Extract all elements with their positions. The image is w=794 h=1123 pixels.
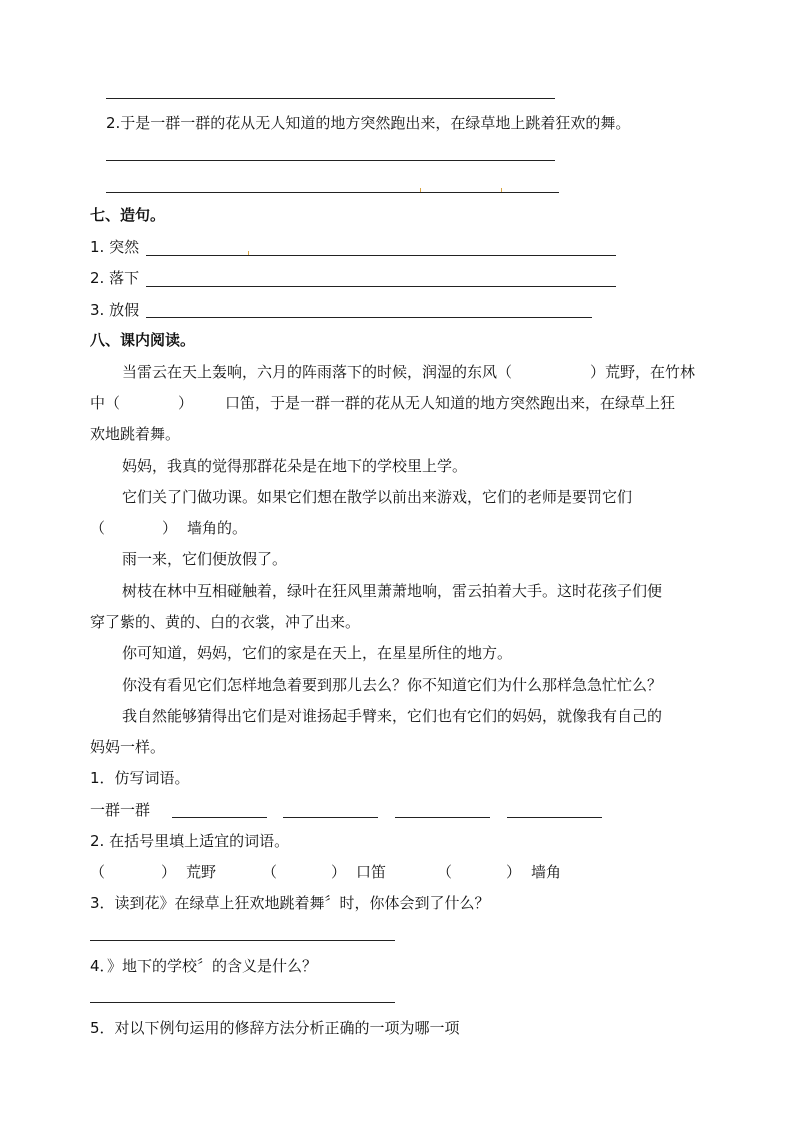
marker-tick: [420, 188, 421, 192]
q1-answer-line[interactable]: [283, 817, 378, 818]
question-3: 3．读到花》在绿草上狂欢地跳着舞〞时，你体会到了什么？: [90, 894, 490, 912]
answer-line[interactable]: [106, 98, 555, 99]
q1-answer-line[interactable]: [395, 817, 490, 818]
sentence-item-3: 3. 放假: [90, 301, 140, 319]
reading-p3-c: ）: [162, 519, 178, 537]
reading-p1-d: ）: [178, 394, 194, 412]
q2-item-1: 荒野: [186, 863, 217, 881]
sentence-item-1: 1. 突然: [90, 238, 140, 256]
answer-line[interactable]: [106, 192, 559, 193]
q1-answer-line[interactable]: [507, 817, 602, 818]
reading-p3-a: 它们关了门做功课。如果它们想在散学以前出来游戏，它们的老师是要罚它们: [122, 488, 633, 506]
reading-p8-a: 我自然能够猜得出它们是对谁扬起手臂来，它们也有它们的妈妈，就像我有自己的: [122, 707, 663, 725]
q1-example: 一群一群: [90, 801, 151, 819]
section8-heading: 八、课内阅读。: [90, 331, 196, 349]
q2-item-2: 口笛: [356, 863, 387, 881]
q4-answer-line[interactable]: [90, 1002, 395, 1003]
q2-paren-close: ）: [331, 863, 347, 881]
reading-p8-b: 妈妈一样。: [90, 738, 166, 756]
sentence-answer-line[interactable]: [146, 317, 592, 318]
reading-p5-b: 穿了紫的、黄的、白的衣裳，冲了出来。: [90, 613, 361, 631]
q2-paren-close: ）: [161, 863, 177, 881]
q2-paren-open: （: [437, 863, 453, 881]
sentence-answer-line[interactable]: [146, 255, 616, 256]
reading-p1-e: 口笛，于是一群一群的花从无人知道的地方突然跑出来，在绿草上狂: [225, 394, 676, 412]
question-1: 1．仿写词语。: [90, 769, 190, 787]
q2-paren-open: （: [90, 863, 106, 881]
reading-p1-b: ）荒野，在竹林: [590, 363, 696, 381]
question-2: 2. 在括号里填上适宜的词语。: [90, 832, 290, 850]
question-5: 5．对以下例句运用的修辞方法分析正确的一项为哪一项: [90, 1019, 460, 1037]
reading-p6: 你可知道，妈妈，它们的家是在天上，在星星所住的地方。: [122, 644, 513, 662]
reading-p1-a: 当雷云在天上轰响，六月的阵雨落下的时候，润湿的东风（: [122, 363, 513, 381]
sentence-answer-line[interactable]: [146, 286, 616, 287]
q1-answer-line[interactable]: [172, 817, 267, 818]
reading-p4: 雨一来，它们便放假了。: [122, 550, 288, 568]
section7-heading: 七、造句。: [90, 206, 166, 224]
reading-p7: 你没有看见它们怎样地急着要到那儿去么？你不知道它们为什么那样急急忙忙么？: [122, 676, 663, 694]
reading-p3-d: 墙角的。: [187, 519, 248, 537]
question-4: 4．》地下的学校〞的含义是什么？: [90, 957, 318, 975]
reading-p5-a: 树枝在林中互相碰触着，绿叶在狂风里萧萧地响，雷云拍着大手。这时花孩子们便: [122, 582, 663, 600]
reading-p2: 妈妈，我真的觉得那群花朵是在地下的学校里上学。: [122, 457, 468, 475]
q3-answer-line[interactable]: [90, 940, 395, 941]
q2-item-3: 墙角: [531, 863, 562, 881]
q2-paren-close: ）: [506, 863, 522, 881]
section6-item-2: 2.于是一群一群的花从无人知道的地方突然跑出来，在绿草地上跳着狂欢的舞。: [106, 114, 631, 132]
reading-p1-f: 欢地跳着舞。: [90, 425, 181, 443]
reading-p3-b: （: [90, 519, 106, 537]
answer-line[interactable]: [106, 160, 555, 161]
sentence-item-2: 2. 落下: [90, 269, 140, 287]
marker-tick: [248, 251, 249, 255]
q2-paren-open: （: [262, 863, 278, 881]
marker-tick: [501, 188, 502, 192]
reading-p1-c: 中（: [90, 394, 121, 412]
